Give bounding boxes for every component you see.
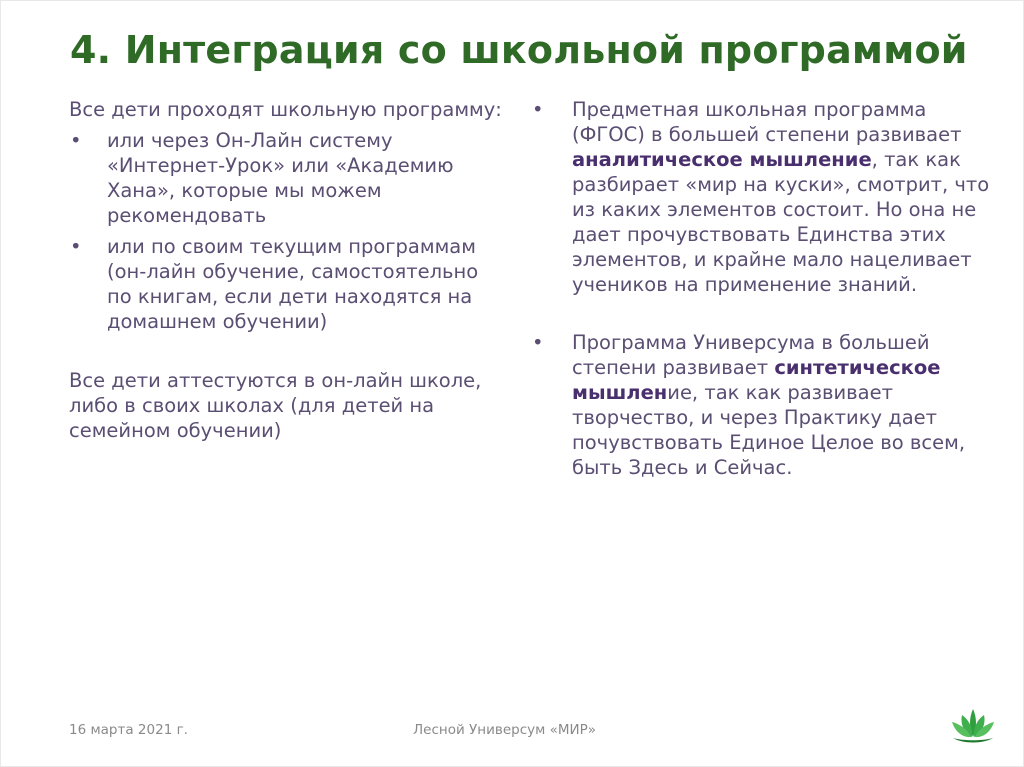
- left-bullet-2-text: или по своим текущим программам (он-лайн обучение, самостоятельно по книгам, если дети находятся на домашнем обучении): [107, 235, 479, 333]
- left-outro: Все дети аттестуются в он-лайн школе, либо в своих школах (для детей на семейном обучении): [69, 369, 482, 442]
- left-intro: Все дети проходят школьную программу:: [69, 98, 502, 121]
- right-bullet-1-pre: Предметная школьная программа (ФГОС) в большей степени развивает: [572, 98, 962, 146]
- footer-date: 16 марта 2021 г.: [69, 722, 188, 738]
- right-column: [531, 97, 991, 480]
- left-bullet-2: [69, 234, 509, 334]
- left-bullet-1-text: или через Он-Лайн систему «Интернет-Урок» или «Академию Хана», которые мы можем рекомендовать: [107, 129, 454, 227]
- lotus-icon: [948, 706, 998, 746]
- right-bullet-2-post: ие, так как развивает творчество, и через Практику дает почувствовать Единое Целое во всем, быть Здесь и Сейчас.: [572, 381, 966, 479]
- analytical-thinking-emphasis: аналитическое мышление: [572, 148, 872, 171]
- right-bullet-2: [531, 330, 991, 480]
- bullet-marker: •: [70, 129, 82, 152]
- right-bullet-1-post: , так как разбирает «мир на куски», смотрит, что из каких элементов состоит. Но она не дает прочувствовать Единства этих элементов, и крайне мало нацеливает учеников на применение знаний.: [572, 148, 990, 296]
- bullet-marker: •: [70, 235, 82, 258]
- left-bullet-1: [69, 128, 509, 228]
- left-column: [69, 97, 509, 443]
- bullet-marker: •: [532, 98, 544, 121]
- footer-organization: Лесной Универсум «МИР»: [413, 722, 596, 738]
- right-bullet-1: [531, 97, 991, 297]
- synthetic-thinking-emphasis: синтетическое мышлен: [572, 356, 941, 404]
- right-bullet-2-pre: Программа Универсума в большей степени развивает: [572, 331, 930, 379]
- bullet-marker: •: [532, 331, 544, 354]
- slide-title: 4. Интеграция со школьной программой: [70, 28, 968, 72]
